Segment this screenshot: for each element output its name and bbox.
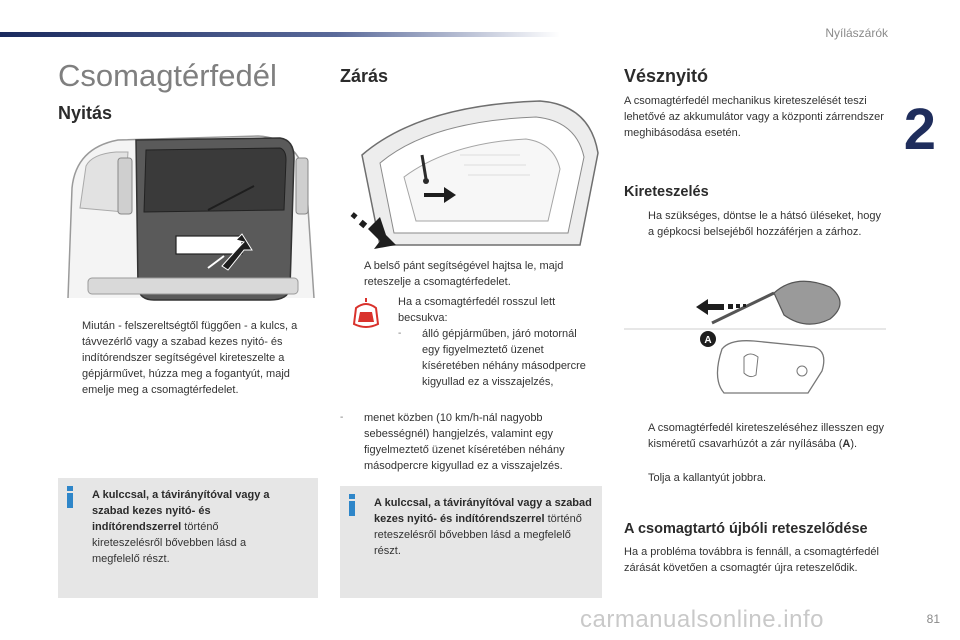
dash-marker: - [398, 328, 402, 339]
bullet-kireteszeles-2: A csomagtérfedél kireteszeléséhez illesszen egy kisméretű csavarhúzót a zár nyílásába (A). [648, 422, 885, 450]
bullet-zaras: A belső pánt segítségével hajtsa le, majd reteszelje a csomagtérfedelet. [364, 260, 564, 288]
heading-vesznyito: Vésznyitó [624, 66, 709, 86]
ujrareteszelodes-text: Ha a probléma továbbra is fennáll, a csomagtérfedél zárását követően a csomagtér újra reteszelődik. [624, 546, 879, 574]
emergency-lock-illustration [624, 275, 886, 395]
van-rear-illustration [58, 128, 320, 306]
bullet-kireteszeles-1: Ha szükséges, döntse le a hátsó üléseket, hogy a gépkocsi belsejéből hozzáférjen a zárhoz. [648, 210, 881, 238]
dash-item-driving: - menet közben (10 km/h-nál nagyobb sebességnél) hangjelzés, valamint egy figyelmeztető üzenet kíséretében néhány másodpercre kigyullad ez a visszajelzés. [340, 412, 565, 472]
dash-marker: - [340, 412, 344, 423]
tailgate-interior-illustration [340, 95, 602, 255]
warning-intro: Ha a csomagtérfedél rosszul lett becsukva: [398, 296, 556, 324]
info-box-nyitas: A kulccsal, a távirányítóval vagy a szabad kezes nyitó- és indítórendszerrel történő kireteszelésről bővebben lásd a megfelelő részt. [58, 478, 318, 598]
info-box-zaras: A kulccsal, a távirányítóval vagy a szabad kezes nyitó- és indítórendszerrel történő reteszelésről bővebben lásd a megfelelő részt. [340, 486, 602, 598]
warning-open-door-icon [348, 298, 384, 334]
section-title: Nyílászárók [825, 26, 888, 40]
info-icon [66, 486, 74, 508]
callout-label-a: A [704, 335, 712, 346]
chapter-number: 2 [903, 97, 936, 162]
header-bar [0, 32, 560, 37]
heading-zaras: Zárás [340, 66, 389, 86]
heading-nyitas: Nyitás [58, 103, 113, 123]
page-number: 81 [926, 612, 940, 626]
bullet-nyitas: Miután - felszereltségtől függően - a kulcs, a távvezérlő vagy a szabad kezes nyitó- és indítórendszer segítségével kireteszelte a gépjárművet, húzza meg a fogantyút, majd emelje meg a csomagtérfedelet. [82, 320, 298, 396]
heading-kireteszeles: Kireteszelés [624, 184, 709, 200]
vesznyito-intro: A csomagtérfedél mechanikus kireteszelését teszi lehetővé az akkumulátor vagy a központi zárrendszer meghibásodása esetén. [624, 95, 884, 139]
watermark: carmanualsonline.info [580, 606, 824, 633]
dash-item-standing: - álló gépjárműben, járó motornál egy figyelmeztető üzenet kíséretében néhány másodpercre kigyullad ez a visszajelzés, [398, 328, 586, 388]
info-icon [348, 494, 356, 516]
heading-ujrareteszelodes: A csomagtartó újbóli reteszelődése [624, 521, 868, 537]
page-title: Csomagtérfedél [58, 58, 277, 93]
bullet-kireteszeles-3: Tolja a kallantyút jobbra. [648, 472, 767, 484]
